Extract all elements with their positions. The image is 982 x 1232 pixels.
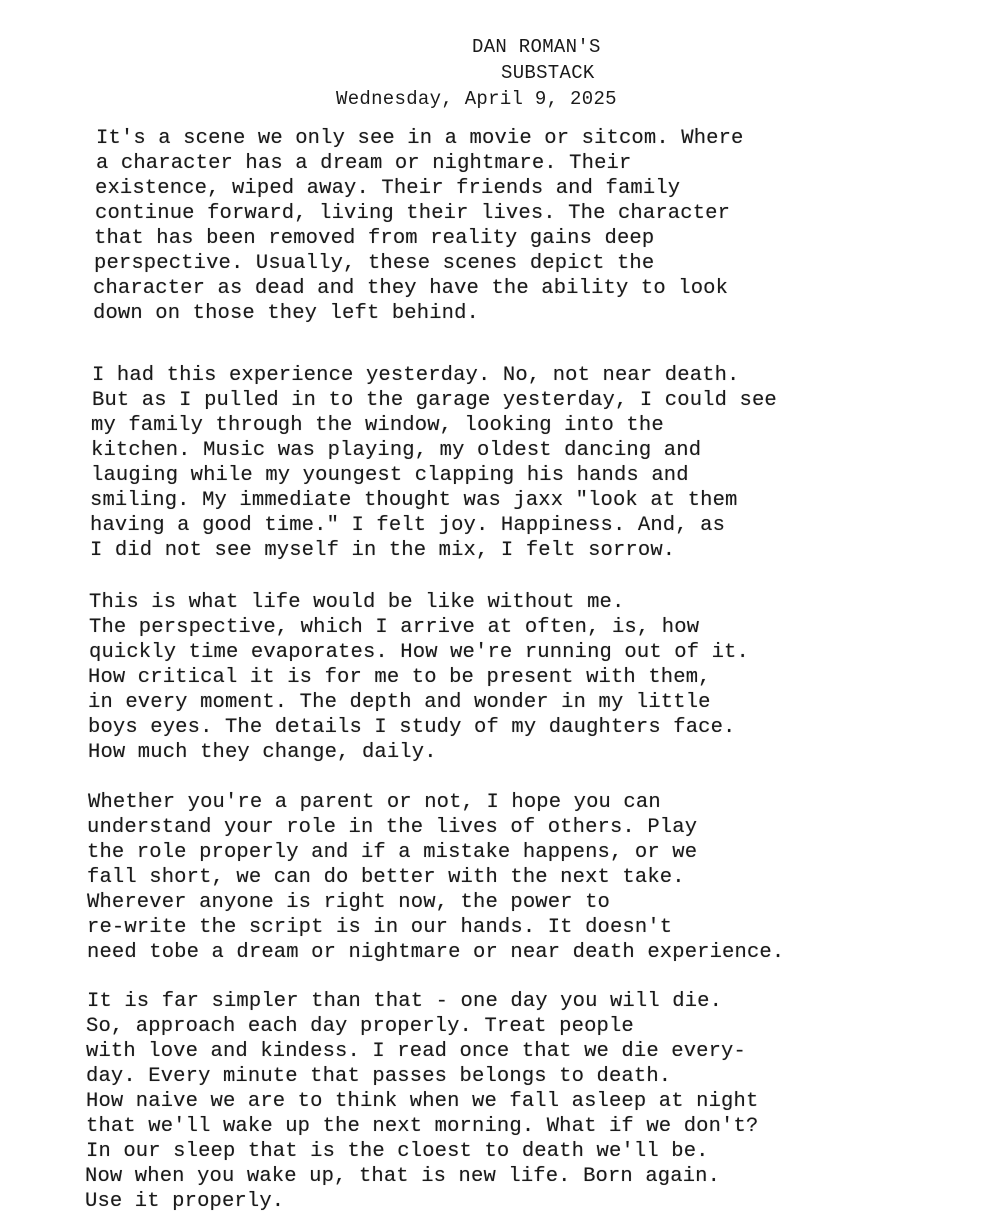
text-line: the role properly and if a mistake happens, or we bbox=[87, 841, 698, 864]
text-line: Wherever anyone is right now, the power to bbox=[87, 891, 610, 914]
text-line: a character has a dream or nightmare. Their bbox=[96, 152, 632, 175]
text-line: The perspective, which I arrive at often, is, how bbox=[89, 616, 700, 639]
text-line: How much they change, daily. bbox=[88, 741, 437, 764]
text-line: How naive we are to think when we fall asleep at night bbox=[86, 1090, 759, 1113]
text-line: perspective. Usually, these scenes depict the bbox=[94, 252, 655, 275]
text-line: that we'll wake up the next morning. What if we don't? bbox=[86, 1115, 759, 1138]
text-line: down on those they left behind. bbox=[93, 302, 480, 325]
text-line: character as dead and they have the ability to look bbox=[93, 277, 729, 300]
text-line: day. Every minute that passes belongs to death. bbox=[86, 1065, 672, 1088]
text-line: having a good time." I felt joy. Happiness. And, as bbox=[90, 514, 726, 537]
text-line: re-write the script is in our hands. It doesn't bbox=[87, 916, 673, 939]
text-line: lauging while my youngest clapping his hands and bbox=[91, 464, 689, 487]
text-line: quickly time evaporates. How we're running out of it. bbox=[89, 641, 749, 664]
text-line: fall short, we can do better with the next take. bbox=[87, 866, 685, 889]
text-line: with love and kindess. I read once that we die every- bbox=[86, 1040, 746, 1063]
text-line: need tobe a dream or nightmare or near death experience. bbox=[87, 941, 785, 964]
text-line: that has been removed from reality gains deep bbox=[94, 227, 655, 250]
text-line: But as I pulled in to the garage yesterday, I could see bbox=[92, 389, 777, 412]
text-line: Whether you're a parent or not, I hope you can bbox=[88, 791, 661, 814]
text-line: I had this experience yesterday. No, not near death. bbox=[92, 364, 740, 387]
text-line: In our sleep that is the cloest to death we'll be. bbox=[86, 1140, 709, 1163]
text-line: kitchen. Music was playing, my oldest dancing and bbox=[91, 439, 702, 462]
text-line: understand your role in the lives of others. Play bbox=[87, 816, 698, 839]
text-line: in every moment. The depth and wonder in my little bbox=[88, 691, 711, 714]
text-line: So, approach each day properly. Treat people bbox=[86, 1015, 634, 1038]
header-author: DAN ROMAN'S bbox=[472, 36, 601, 58]
header-date: Wednesday, April 9, 2025 bbox=[336, 88, 617, 110]
text-line: smiling. My immediate thought was jaxx "look at them bbox=[90, 489, 738, 512]
text-line: my family through the window, looking into the bbox=[91, 414, 664, 437]
text-line: I did not see myself in the mix, I felt sorrow. bbox=[90, 539, 676, 562]
text-line: boys eyes. The details I study of my daughters face. bbox=[88, 716, 736, 739]
text-line: Now when you wake up, that is new life. Born again. bbox=[85, 1165, 721, 1188]
text-line: This is what life would be like without me. bbox=[89, 591, 625, 614]
text-line: existence, wiped away. Their friends and family bbox=[95, 177, 681, 200]
header-publication: SUBSTACK bbox=[501, 62, 595, 84]
text-line: It is far simpler than that - one day you will die. bbox=[87, 990, 723, 1013]
text-line: continue forward, living their lives. The character bbox=[95, 202, 731, 225]
text-line: Use it properly. bbox=[85, 1190, 285, 1213]
text-line: It's a scene we only see in a movie or sitcom. Where bbox=[96, 127, 744, 150]
text-line: How critical it is for me to be present with them, bbox=[88, 666, 711, 689]
